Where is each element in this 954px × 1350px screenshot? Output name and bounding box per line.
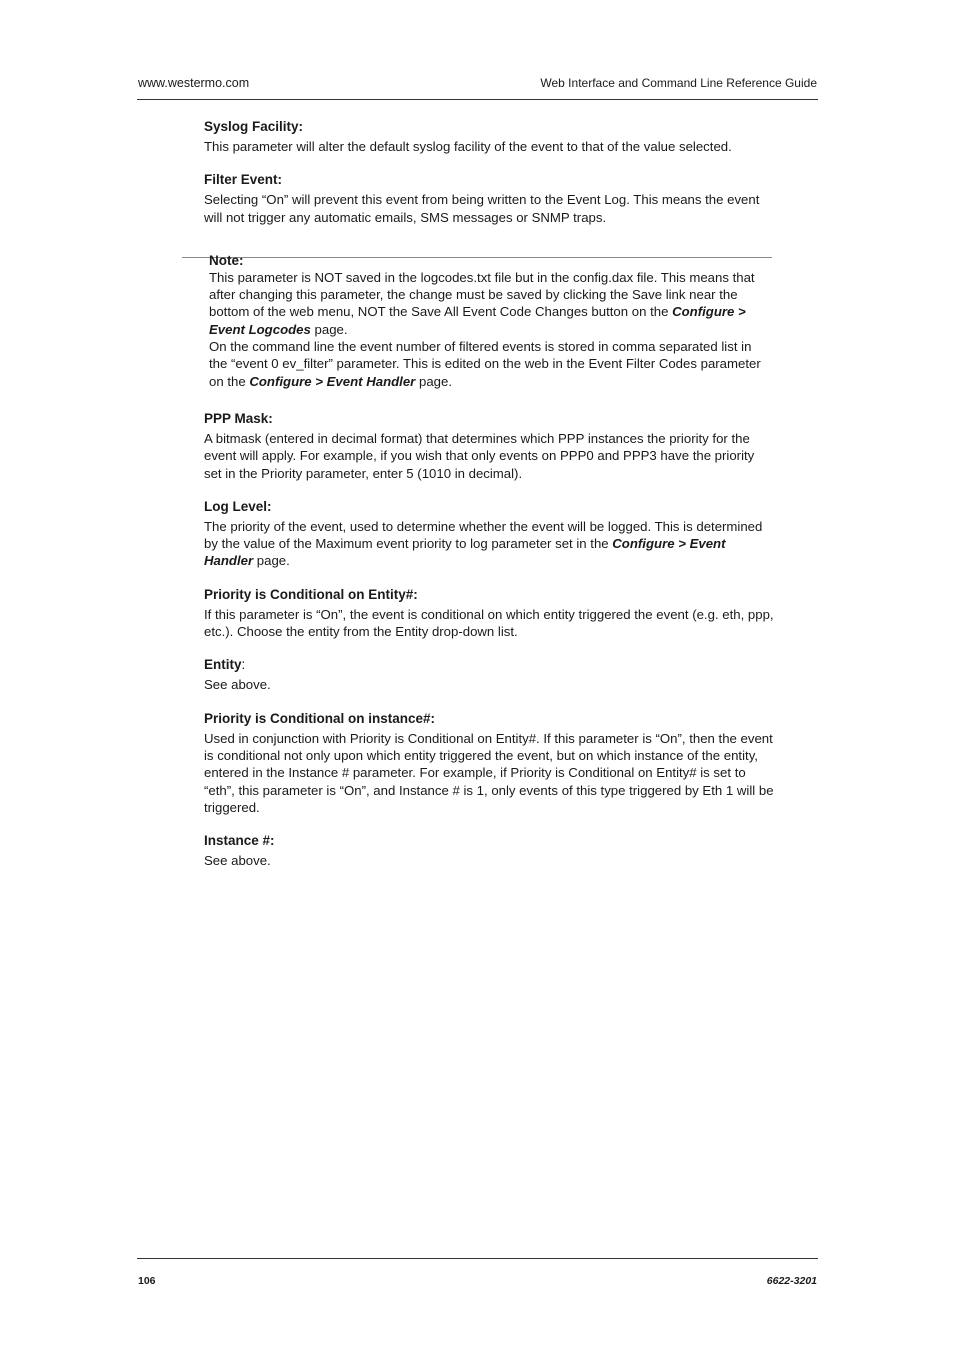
- note-menu-path: Configure > Event Handler: [249, 373, 416, 389]
- section-text: Selecting “On” will prevent this event from being written to the Event Log. This means the event will not trigger any automatic emails, SMS messages or SNMP traps.: [204, 192, 760, 225]
- section-syslog-facility: [204, 119, 774, 155]
- note-text: page.: [415, 373, 452, 389]
- section-text: See above.: [204, 853, 271, 869]
- section-title: Priority is Conditional on Entity#:: [204, 586, 418, 602]
- section-instance: [204, 833, 774, 869]
- note-menu-path: Configure > Event Logcodes: [209, 304, 746, 337]
- section-log-level: [204, 499, 774, 570]
- section-text: This parameter will alter the default syslog facility of the event to that of the value selected.: [204, 139, 732, 154]
- section-title: Syslog Facility:: [204, 119, 304, 134]
- section-ppp-mask: [204, 411, 774, 482]
- note-title: Note:: [209, 252, 244, 268]
- header-guide-title: Web Interface and Command Line Reference Guide: [540, 76, 817, 90]
- document-number: 6622-3201: [766, 1275, 817, 1287]
- section-text: A bitmask (entered in decimal format) that determines which PPP instances the priority for the event will apply. For example, if you wish that only events on PPP0 and PPP3 have the priority set in the Priority parameter, enter 5 (1010 in decimal).: [204, 430, 755, 481]
- section-title: PPP Mask:: [204, 410, 273, 426]
- section-text: See above.: [204, 677, 271, 693]
- section-text: Used in conjunction with Priority is Conditional on Entity#. If this parameter is “On”, then the event is conditional not only upon which entity triggered the event, but on which instance of the entity, entered in the Instance # parameter. For example, if Priority is Conditional on Entity# is set to “eth”, this parameter is “On”, and Instance # is 1, only events of this type triggered by Eth 1 will be triggered.: [204, 730, 774, 815]
- section-conditional-entity: [204, 587, 774, 641]
- section-text-part: page.: [253, 553, 290, 569]
- section-filter-event: [204, 172, 774, 226]
- page-number: 106: [138, 1275, 156, 1287]
- section-title: [204, 657, 774, 672]
- note-text: This parameter is NOT saved in the logcodes.txt file but in the config.dax file. This means that after changing this parameter, the change must be saved by clicking the Save link near the bottom of the web menu, NOT the Save All Event Code Changes button on the: [209, 269, 755, 320]
- page-content: [204, 119, 774, 886]
- note-paragraph-2: [209, 338, 769, 390]
- note-paragraph-1: [209, 269, 769, 338]
- section-entity: [204, 657, 774, 693]
- note-text: page.: [310, 321, 348, 337]
- section-text-part: The priority of the event, used to determine whether the event will be logged. This is determined by the value of the Maximum event priority to log parameter set in the: [204, 518, 763, 552]
- footer-divider: [137, 1258, 818, 1259]
- section-title: Filter Event:: [204, 172, 283, 188]
- section-title: Log Level:: [204, 498, 272, 514]
- section-text: If this parameter is “On”, the event is conditional on which entity triggered the event (e.g. eth, ppp, etc.). Choose the entity from the Entity drop-down list.: [204, 606, 774, 640]
- section-title-text: Entity: [204, 657, 242, 673]
- section-title: Instance #:: [204, 833, 275, 849]
- header-divider: [137, 99, 818, 100]
- section-title: Priority is Conditional on instance#:: [204, 710, 436, 726]
- section-conditional-instance: [204, 711, 774, 816]
- header-website: www.westermo.com: [138, 76, 250, 90]
- section-menu-path: Configure > Event Handler: [204, 536, 726, 569]
- note-text: On the command line the event number of filtered events is stored in comma separated list in the “event 0 ev_filter” parameter. This is edited on the web in the Event Filter Codes parameter on the: [209, 339, 761, 389]
- section-title-colon: :: [241, 657, 246, 673]
- note-box: [209, 252, 769, 390]
- section-text: [204, 518, 774, 570]
